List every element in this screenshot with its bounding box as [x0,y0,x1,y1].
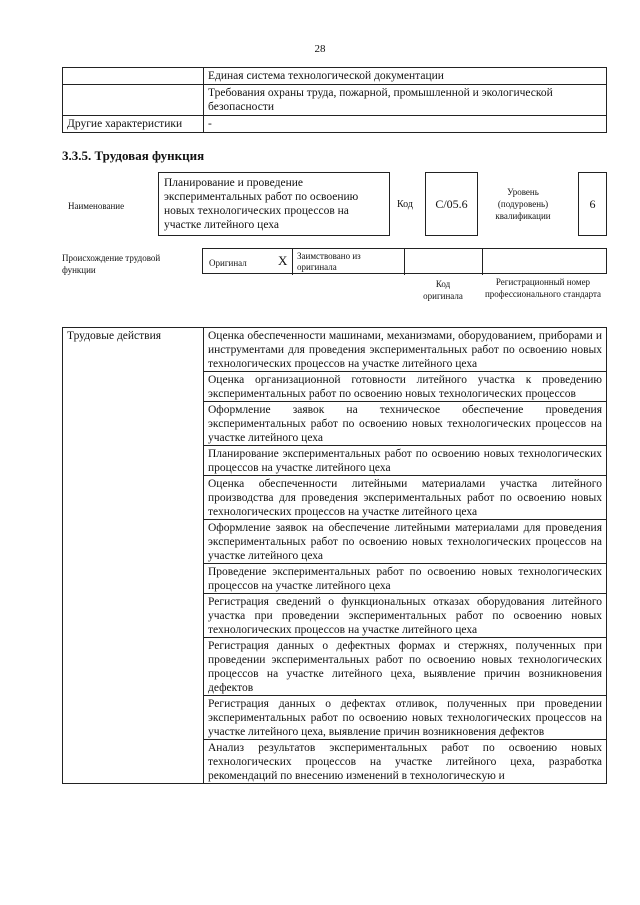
labor-action: Планирование экспериментальных работ по освоению новых технологических процессов на участке литейного цеха [204,446,607,476]
labor-action: Оформление заявок на техническое обеспечение проведения экспериментальных работ по освоению новых технологических процессов на участке литейного цеха [204,402,607,446]
level-label: Уровень (подуровень) квалификации [495,187,551,221]
section-title: 3.3.5. Трудовая функция [62,148,205,163]
page-number: 28 [314,43,326,55]
labor-action: Анализ результатов экспериментальных работ по освоению новых технологических процессов на участке литейного цеха, разработка рекомендаций по внесению изменений в технологическую и [204,740,607,784]
code-original-cell [203,249,483,275]
labor-action: Регистрация данных о дефектных формах и стержнях, полученных при проведении экспериментальных работ по освоению новых технологических процессов на участке литейного цеха, выявление причин возникновения дефектов [204,638,607,696]
doc-row-2: Требования охраны труда, пожарной, промышленной и экологической безопасности [204,85,607,116]
doc-row-1: Единая система технологической документации [204,68,607,85]
labor-actions-table [62,327,607,784]
code-value: С/05.6 [425,172,478,236]
labor-action: Оценка обеспеченности литейными материалами участка литейного производства для проведения экспериментальных работ по освоению новых технологических процессов на участке литейного цеха [204,476,607,520]
origin-row [202,248,607,274]
labor-action: Проведение экспериментальных работ по освоению новых технологических процессов на участке литейного цеха [204,564,607,594]
other-characteristics-value: - [204,116,607,133]
name-label: Наименование [68,201,125,211]
code-original-label: Код оригинала [423,279,463,301]
labor-actions-label: Трудовые действия [63,328,204,784]
reg-number-label: Регистрационный номер профессионального стандарта [484,277,602,299]
empty-cell [63,85,204,116]
borrowed-label: Заимствовано из оригинала [297,251,361,272]
original-label: Оригинал [209,258,247,268]
origin-label: Происхождение трудовой функции [62,253,161,275]
original-mark: X [278,253,288,268]
empty-cell [63,68,204,85]
labor-action: Оценка организационной готовности литейного участка к проведению экспериментальных работ по освоению новых технологических процессов [204,372,607,402]
other-characteristics-label: Другие характеристики [63,116,204,133]
labor-action: Регистрация сведений о функциональных отказах оборудования литейного участка при проведении экспериментальных работ по освоению новых технологических процессов на участке литейного цеха [204,594,607,638]
characteristics-table [62,67,607,133]
code-label: Код [397,199,413,210]
labor-action: Оформление заявок на обеспечение литейными материалами для проведения экспериментальных работ по освоению новых технологических процессов на участке литейного цеха [204,520,607,564]
level-value: 6 [578,172,607,236]
function-name: Планирование и проведение экспериментальных работ по освоению новых технологических процессов на участке литейного цеха [158,172,390,236]
labor-action: Регистрация данных о дефектах отливок, полученных при проведении экспериментальных работ по освоению новых технологических процессов на участке литейного цеха, выявление причин возникновения дефектов [204,696,607,740]
labor-action: Оценка обеспеченности машинами, механизмами, оборудованием, приборами и инструментами для проведения экспериментальных работ по освоению новых технологических процессов на участке литейного цеха [204,328,607,372]
